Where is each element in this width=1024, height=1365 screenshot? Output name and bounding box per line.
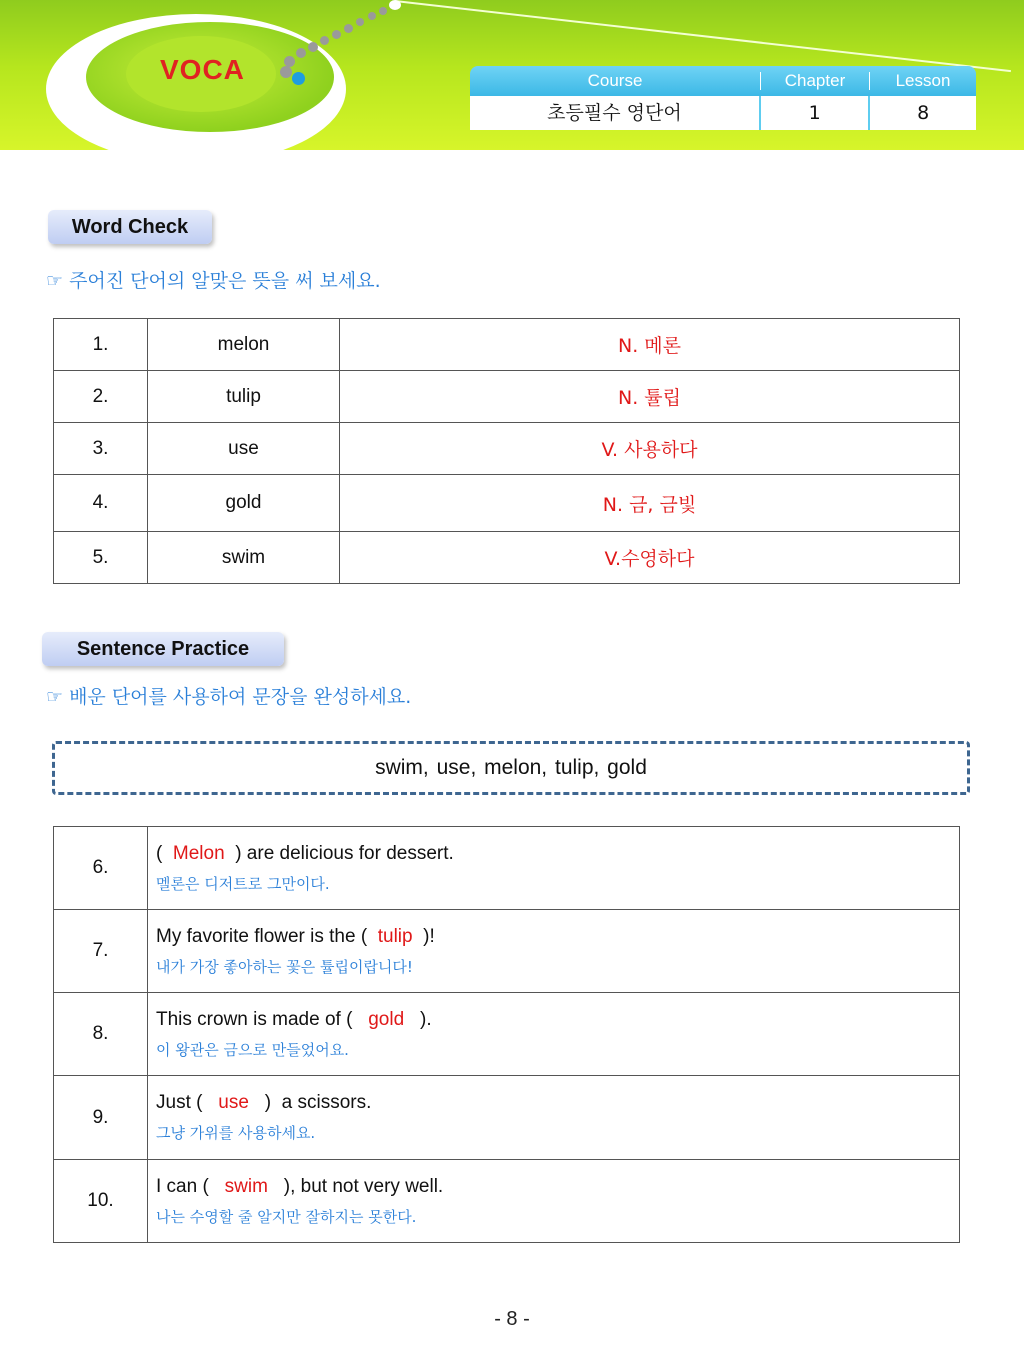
decorative-dot [280, 66, 292, 78]
row-word: melon [148, 319, 340, 371]
row-word: swim [148, 532, 340, 584]
lesson-value: 8 [917, 102, 930, 124]
word-check-table [53, 318, 960, 584]
row-number: 1. [54, 319, 148, 371]
table-row [54, 1076, 960, 1160]
page-number: - 8 - [494, 1308, 530, 1330]
chapter-label: Chapter [784, 71, 846, 90]
table-row [54, 319, 960, 371]
decorative-dot [296, 48, 306, 58]
english-sentence [156, 1009, 958, 1031]
word-check-title: Word Check [48, 210, 212, 244]
decorative-dot [320, 36, 329, 45]
chapter-value: 1 [808, 102, 821, 124]
logo-text: VOCA [160, 54, 245, 85]
table-row [54, 532, 960, 584]
english-sentence [156, 843, 958, 865]
sentence-after: ) are delicious for dessert. [224, 842, 454, 864]
sentence-cell [148, 827, 960, 910]
row-number: 9. [54, 1076, 148, 1160]
word-bank: swim, use, melon, tulip, gold [52, 741, 970, 795]
table-row [54, 1160, 960, 1243]
korean-translation: 이 왕관은 금으로 만들었어요. [156, 1040, 349, 1059]
course-value: 초등필수 영단어 [547, 102, 682, 124]
table-row [54, 993, 960, 1076]
korean-translation: 그냥 가위를 사용하세요. [156, 1124, 316, 1142]
row-number: 2. [54, 371, 148, 423]
course-label: Course [587, 71, 643, 90]
answer-text: tulip [377, 925, 413, 947]
course-info-values [470, 96, 976, 130]
sentence-practice-title: Sentence Practice [42, 632, 284, 666]
decorative-swoosh [395, 0, 1011, 72]
decorative-dot [284, 56, 295, 67]
row-meaning: V. 사용하다 [340, 423, 960, 475]
english-sentence [156, 1092, 958, 1114]
table-row [54, 371, 960, 423]
row-number: 7. [54, 910, 148, 993]
row-meaning: N. 튤립 [340, 371, 960, 423]
table-row [54, 827, 960, 910]
answer-text: gold [368, 1008, 405, 1030]
decorative-dot [356, 18, 364, 26]
word-check-instruction: ☞ 주어진 단어의 알맞은 뜻을 써 보세요. [46, 270, 381, 292]
course-info-table [470, 66, 976, 130]
table-row [54, 423, 960, 475]
row-word: gold [148, 475, 340, 532]
row-number: 8. [54, 993, 148, 1076]
sentence-cell [148, 993, 960, 1076]
sentence-practice-instruction: ☞ 배운 단어를 사용하여 문장을 완성하세요. [46, 686, 412, 708]
korean-translation: 나는 수영할 줄 알지만 잘하지는 못한다. [156, 1207, 417, 1226]
sentence-before: Just ( [156, 1092, 219, 1113]
decorative-dot [344, 24, 353, 33]
row-meaning: V.수영하다 [340, 532, 960, 584]
table-row [54, 910, 960, 993]
sentence-before: This crown is made of ( [156, 1008, 369, 1030]
decorative-dot [308, 42, 318, 52]
korean-translation: 멜론은 디저트로 그만이다. [156, 874, 330, 893]
english-sentence [156, 1176, 958, 1198]
decorative-dot [379, 7, 387, 15]
sentence-cell [148, 910, 960, 993]
sentence-before: I can ( [156, 1175, 225, 1197]
sentence-after: ), but not very well. [267, 1175, 444, 1197]
sentence-practice-table [53, 826, 960, 1243]
answer-text: Melon [172, 842, 225, 864]
english-sentence [156, 926, 958, 948]
sentence-after: ) a scissors. [248, 1092, 372, 1113]
row-number: 5. [54, 532, 148, 584]
sentence-cell [148, 1160, 960, 1243]
row-number: 4. [54, 475, 148, 532]
answer-text: swim [224, 1175, 268, 1197]
page-header [0, 0, 1024, 150]
sentence-cell [148, 1076, 960, 1160]
row-meaning: N. 금, 금빛 [340, 475, 960, 532]
table-row [54, 475, 960, 532]
sentence-after: )! [412, 925, 435, 947]
korean-translation: 내가 가장 좋아하는 꽃은 튤립이랍니다! [156, 957, 413, 976]
row-word: tulip [148, 371, 340, 423]
decorative-dot [389, 0, 401, 10]
row-number: 3. [54, 423, 148, 475]
course-info-header [470, 66, 976, 96]
row-number: 10. [54, 1160, 148, 1243]
sentence-before: ( [156, 842, 173, 864]
lesson-label: Lesson [895, 71, 951, 90]
row-meaning: N. 메론 [340, 319, 960, 371]
decorative-dot [332, 30, 341, 39]
decorative-dot [368, 12, 376, 20]
row-word: use [148, 423, 340, 475]
sentence-after: ). [404, 1008, 432, 1030]
answer-text: use [218, 1092, 249, 1113]
row-number: 6. [54, 827, 148, 910]
decorative-dot [292, 72, 305, 85]
sentence-before: My favorite flower is the ( [156, 925, 378, 947]
